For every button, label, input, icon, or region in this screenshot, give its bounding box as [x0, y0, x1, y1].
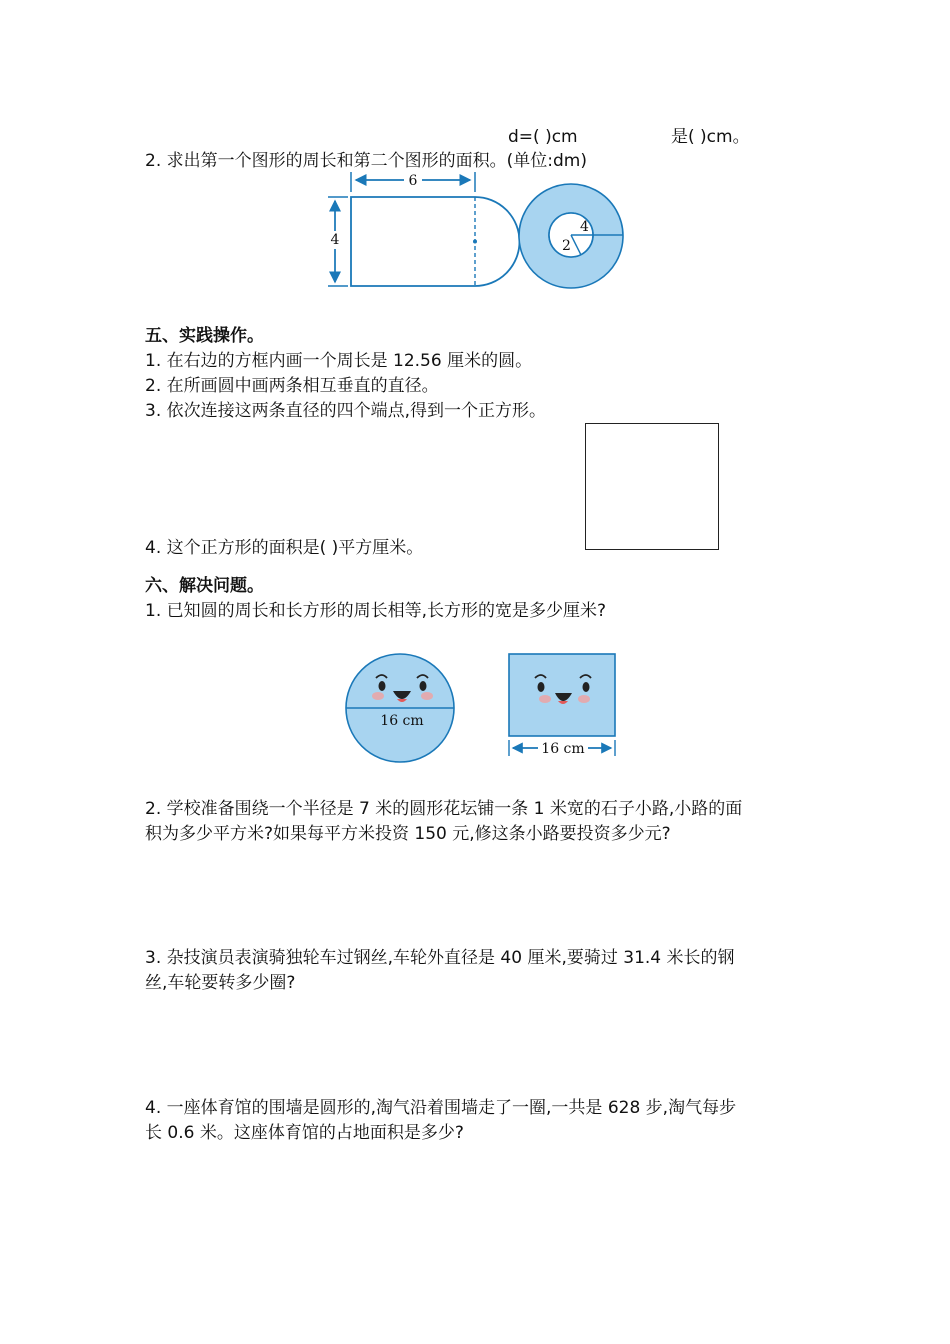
sec5-item-1: 1. 在右边的方框内画一个周长是 12.56 厘米的圆。	[145, 351, 533, 371]
smiley-circle-figure	[345, 653, 457, 765]
question-perimeter-area: 2. 求出第一个图形的周长和第二个图形的面积。(单位:dm)	[145, 151, 587, 171]
sec6-question-3-line-1: 3. 杂技演员表演骑独轮车过钢丝,车轮外直径是 40 厘米,要骑过 31.4 米长的钢	[145, 948, 735, 968]
circle-diameter-label: 16 cm	[380, 713, 424, 729]
smiley-rectangle-figure	[505, 652, 620, 760]
sec6-question-2-line-1: 2. 学校准备围绕一个半径是 7 米的圆形花坛铺一条 1 米宽的石子小路,小路的面	[145, 799, 743, 819]
ring-inner-label: 2	[562, 238, 571, 254]
sec6-question-2-line-2: 积为多少平方米?如果每平方米投资 150 元,修这条小路要投资多少元?	[145, 824, 671, 844]
ring-outer-label: 4	[580, 219, 589, 235]
height-label: 4	[330, 232, 340, 248]
sec5-item-3: 3. 依次连接这两条直径的四个端点,得到一个正方形。	[145, 401, 547, 421]
sec6-question-3-line-2: 丝,车轮要转多少圈?	[145, 973, 296, 993]
width-label: 6	[408, 173, 418, 189]
drawing-box[interactable]	[585, 423, 719, 550]
sec6-question-4-line-1: 4. 一座体育馆的围墙是圆形的,淘气沿着围墙走了一圈,一共是 628 步,淘气每步	[145, 1098, 737, 1118]
sec6-question-1: 1. 已知圆的周长和长方形的周长相等,长方形的宽是多少厘米?	[145, 601, 607, 621]
section-5-title: 五、实践操作。	[145, 326, 264, 346]
sec6-question-4-line-2: 长 0.6 米。这座体育馆的占地面积是多少?	[145, 1123, 464, 1143]
rectangle-semicircle-figure	[320, 168, 520, 293]
sec5-item-4: 4. 这个正方形的面积是( )平方厘米。	[145, 538, 424, 558]
rectangle-length-label: 16 cm	[541, 741, 585, 757]
ring-figure	[518, 182, 628, 292]
answer-blank: 是( )cm。	[671, 127, 750, 147]
section-6-title: 六、解决问题。	[145, 576, 264, 596]
sec5-item-2: 2. 在所画圆中画两条相互垂直的直径。	[145, 376, 439, 396]
diameter-blank: d=( )cm	[508, 127, 578, 147]
